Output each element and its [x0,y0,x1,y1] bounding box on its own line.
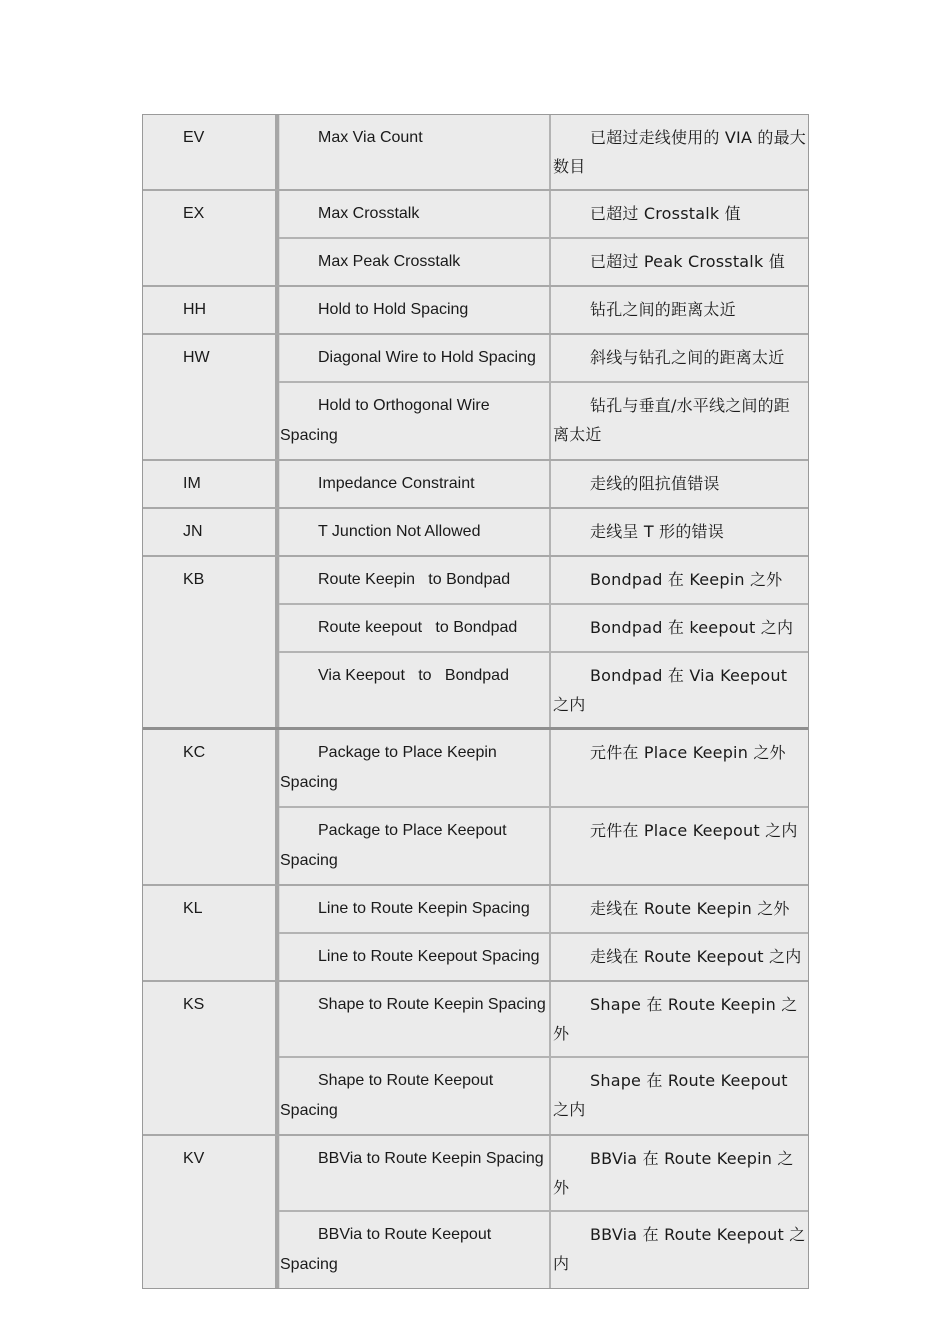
table-row [279,651,808,727]
table-group [143,1136,808,1288]
rule-name-cell: Shape to Route Keepin Spacing [279,982,551,1056]
description-cell: 走线在 Route Keepout 之内 [590,947,802,966]
rule-name-cell: Max Crosstalk [279,191,551,237]
description-cell: 走线在 Route Keepin 之外 [590,899,790,918]
description-cell: Bondpad 在 Via Keepout 之内 [553,666,788,714]
group-rows [279,461,808,507]
rule-name-cell: Route keepout to Bondpad [279,605,551,651]
table-row [279,115,808,189]
rule-name-cell: Max Peak Crosstalk [279,239,551,285]
description-cell: Shape 在 Route Keepin 之外 [553,995,798,1043]
description-cell: 已超过 Crosstalk 值 [590,204,741,223]
table-group [143,730,808,886]
table-group [143,509,808,557]
group-rows [279,115,808,189]
drc-error-code-table [142,114,809,1289]
error-code-cell: EX [143,191,279,285]
description-cell: 已超过走线使用的 VIA 的最大数目 [553,128,806,176]
rule-name-cell: Route Keepin to Bondpad [279,557,551,603]
table-group [143,461,808,509]
rule-name-cell: Shape to Route Keepout Spacing [279,1058,551,1134]
table-row [279,886,808,932]
table-group [143,886,808,982]
table-row [279,1210,808,1288]
error-code-cell: KB [143,557,279,727]
error-code-cell: EV [143,115,279,189]
table-row [279,335,808,381]
table-row [279,603,808,651]
table-row [279,557,808,603]
description-cell: 元件在 Place Keepout 之内 [590,821,798,840]
table-row [279,730,808,806]
rule-name-cell: Via Keepout to Bondpad [279,653,551,727]
group-rows [279,335,808,459]
table-row [279,381,808,459]
table-row [279,1136,808,1210]
error-code-cell: KC [143,730,279,884]
description-cell: 钻孔之间的距离太近 [590,300,736,319]
table-row [279,461,808,507]
table-row [279,287,808,333]
rule-name-cell: T Junction Not Allowed [279,509,551,555]
rule-name-cell: Line to Route Keepin Spacing [279,886,551,932]
description-cell: BBVia 在 Route Keepout 之内 [553,1225,806,1273]
rule-name-cell: Package to Place Keepin Spacing [279,730,551,806]
group-rows [279,982,808,1134]
rule-name-cell: Diagonal Wire to Hold Spacing [279,335,551,381]
error-code-cell: KL [143,886,279,980]
error-code-cell: IM [143,461,279,507]
description-cell: 斜线与钻孔之间的距离太近 [590,348,785,367]
error-code-cell: KS [143,982,279,1134]
rule-name-cell: BBVia to Route Keepout Spacing [279,1212,551,1288]
table-group [143,557,808,730]
table-row [279,191,808,237]
group-rows [279,509,808,555]
description-cell: 走线呈 T 形的错误 [590,522,724,541]
group-rows [279,557,808,727]
group-rows [279,191,808,285]
table-row [279,237,808,285]
description-cell: 走线的阻抗值错误 [590,474,720,493]
table-row [279,932,808,980]
description-cell: BBVia 在 Route Keepin 之外 [553,1149,794,1197]
rule-name-cell: Package to Place Keepout Spacing [279,808,551,884]
group-rows [279,287,808,333]
description-cell: 已超过 Peak Crosstalk 值 [590,252,785,271]
table-row [279,509,808,555]
error-code-cell: JN [143,509,279,555]
error-code-cell: HH [143,287,279,333]
description-cell: 元件在 Place Keepin 之外 [590,743,786,762]
description-cell: Bondpad 在 keepout 之内 [590,618,794,637]
table-group [143,982,808,1136]
table-row [279,806,808,884]
table-row [279,1056,808,1134]
table-group [143,115,808,191]
table-group [143,335,808,461]
description-cell: 钻孔与垂直/水平线之间的距离太近 [553,396,790,444]
rule-name-cell: BBVia to Route Keepin Spacing [279,1136,551,1210]
table-group [143,191,808,287]
group-rows [279,886,808,980]
rule-name-cell: Line to Route Keepout Spacing [279,934,551,980]
rule-name-cell: Hold to Hold Spacing [279,287,551,333]
description-cell: Bondpad 在 Keepin 之外 [590,570,783,589]
group-rows [279,730,808,884]
error-code-cell: HW [143,335,279,459]
table-group [143,287,808,335]
rule-name-cell: Max Via Count [279,115,551,189]
rule-name-cell: Impedance Constraint [279,461,551,507]
group-rows [279,1136,808,1288]
description-cell: Shape 在 Route Keepout 之内 [553,1071,788,1119]
table-row [279,982,808,1056]
error-code-cell: KV [143,1136,279,1288]
rule-name-cell: Hold to Orthogonal Wire Spacing [279,383,551,459]
